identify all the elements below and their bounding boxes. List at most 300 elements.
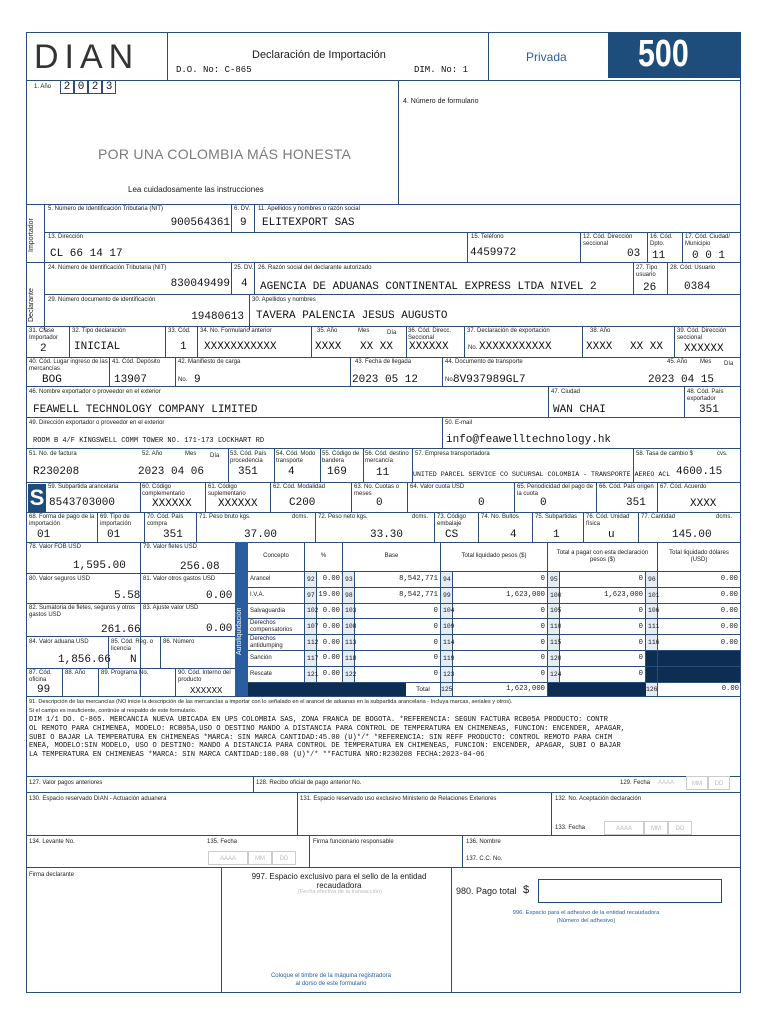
label-57: 57. Empresa transportadora [415,451,490,457]
value-33: 1 [180,341,187,353]
label-80: 80. Valor seguros USD [29,576,90,582]
liq-value: 0 [453,572,548,588]
value-73: CS [445,529,459,541]
value-37: XXXXXXXXXXX [479,341,552,353]
label-53: 53. Cód. País procedencia [230,451,267,464]
liq-value: 0 [560,651,646,667]
liq-value: 0.00 [317,604,343,620]
liq-field-number: 105 [548,604,560,620]
label-58: 58. Tasa de cambio $ [636,451,693,457]
label-mes-45: Mes [700,359,712,365]
liq-header-cell: Total a pagar con esta declaración pesos ($) [548,542,658,572]
value-35: XXXX [315,341,342,353]
label-130: 130. Espacio reservado DIAN - Actuación aduanera [29,796,167,802]
dian-logo [32,40,162,74]
description-lines [29,716,739,760]
liq-value: 0.00 [658,604,741,620]
stamp-note: Coloque el timbre de la máquina registradora al dorso de este formulario [270,973,392,987]
label-12: 12. Cód. Dirección seccional [583,234,633,247]
label-15: 15. Teléfono [471,234,504,240]
label-997b: (Fecha efectiva de la transacción) [298,889,382,895]
value-51: R230208 [33,466,80,478]
liq-value: 0.00 [317,667,343,683]
label-55: 55. Código de bandera [322,451,360,464]
slogan: POR UNA COLOMBIA MÁS HONESTA [98,146,352,162]
label-136: 136. Nombre [466,839,501,845]
label-63: 63. No. Cuotas o meses [354,484,400,497]
importer-seccional: 03 [627,248,641,260]
value-42: 9 [194,374,201,386]
liq-field-number: 111 [646,619,658,635]
liq-total-dark2 [548,683,646,696]
label-89: 89. Programa No. [101,670,149,676]
label-6: 6. DV. [234,206,251,212]
description-line: LA TEMPERATURA EN CHIMENEAS *MARCA: SIN MARCA CANTIDAD:100.00 (U)*/* **FACTURA NRO:R230208 FECHA:2023-04-06 [29,751,485,760]
label-78: 78. Valor FOB USD [29,544,81,550]
liq-field-number: 125 [441,683,453,696]
liq-concept: I.V.A. [248,588,305,604]
liq-header-cell: Total liquidado pesos ($) [441,542,548,572]
value-38: XXXX [586,341,613,353]
liq-total-value: 1,623,000 [453,683,548,696]
label-no-44: No. [445,377,455,383]
label-59: 59. Subpartida arancelaria [48,484,119,490]
label-cvs-58: cvs. [717,451,728,457]
liq-field-number: 95 [548,572,560,588]
label-17: 17. Cód. Ciudad/ Municipio [685,234,731,247]
liq-concept: Derechos antidumping [248,635,305,651]
do-number: D.O. No: C-865 [176,65,252,75]
importer-address: CL 66 14 17 [50,248,123,260]
label-funcionario: Firma funcionario responsable [313,839,394,845]
label-29: 29. Número documento de identificación [48,297,156,303]
label-49: 49. Dirección exportador o proveedor en el exterior [29,420,165,426]
value-81: 0.00 [206,590,233,602]
value-56: 11 [376,467,390,479]
liq-value: 0 [453,635,548,651]
liq-value: 0.00 [317,651,343,667]
liq-field-number: 118 [343,651,355,667]
liq-field-number: 103 [343,604,355,620]
liq-field-number: 123 [441,667,453,683]
declarant-user: 0384 [684,281,711,293]
label-25: 25. DV. [234,265,254,271]
label-16: 16. Cód. Dpto. [650,234,673,247]
liq-value: 8,542,771 [355,588,441,604]
value-61: XXXXXX [218,498,258,510]
label-46: 46. Nombre exportador o proveedor en el exterior [29,389,161,395]
instructions-text: Lea cuidadosamente las instrucciones [128,185,264,194]
liq-header-cell: Total liquidado dólares (USD) [658,542,741,572]
value-77: 145.00 [672,529,712,541]
label-32: 32. Tipo declaración [72,328,126,334]
label-81: 81. Valor otros gastos USD [143,576,216,582]
label-40: 40. Cód. Lugar ingreso de las mercancías [29,359,108,372]
value-44: 8V937989GL7 [453,374,526,386]
liq-field-number: 113 [343,635,355,651]
value-54: 4 [288,466,295,478]
label-mes-52: Mes [185,451,197,457]
value-53: 351 [238,466,258,478]
liq-value: 8,542,771 [355,572,441,588]
label-980: 980. Pago total [456,886,517,896]
label-54: 54. Cód. Modo transporte [276,451,316,464]
label-45: 45. Año [667,359,688,365]
value-48: 351 [699,404,719,416]
declarant-doc: 19480613 [191,311,244,323]
value-78: 1,595.00 [73,560,126,572]
label-997: 997. Espacio exclusivo para el sello de la entidad recaudadora [251,872,427,890]
label-91: 91. Descripción de las mercancías (NO inicie la descripción de las mercancías a importar con lo señalado en el arancel de aduanas en la subpartida arancelaria - Incluya marcas, seriales y otros). [29,699,513,705]
value-64: 0 [478,497,485,509]
liq-field-number: 104 [441,604,453,620]
label-996: 996. Espacio para el adhesivo de la entidad recaudadora [512,910,660,916]
total-payment-input[interactable] [538,879,722,903]
label-52: 52. Año [142,451,163,457]
label-74: 74. No. Bultos [481,514,519,520]
year-label: 1. Año [34,84,52,90]
liq-value: 0.00 [317,572,343,588]
liq-field-number: 121 [305,667,317,683]
date-dd: DD [272,851,296,865]
label-41: 41. Cód. Depósito [112,359,161,365]
date-yyyy: AAAA [604,821,644,835]
declarant-name: AGENCIA DE ADUANAS CONTINENTAL EXPRESS LTDA NIVEL 2 [260,281,597,293]
value-62: C200 [289,497,316,509]
liq-field-number: 112 [305,635,317,651]
value-52: 2023 04 06 [138,466,205,478]
date-133 [604,821,700,835]
date-129 [646,776,734,790]
label-50: 50. E-mail [445,420,473,426]
value-58: 4600.15 [676,466,723,478]
label-no-37: No. [468,345,478,351]
description-line: OL REMOTO PARA CHIMENEA, MODELO: RCB05A,USO O DESTINO MANDO A DISTANCIA PARA CONTROL DE TEMPERATURA EN CHIMENEAS, FUNCION: ENCENDER, APAGAR, [29,724,625,733]
date-mm: MM [644,821,668,835]
liq-field-number: 92 [305,572,317,588]
liq-total-label: Total [406,683,441,696]
liq-total-dark [248,683,406,696]
dim-number: DIM. No: 1 [414,65,469,75]
label-47: 47. Ciudad [551,389,581,395]
label-79: 79. Valor fletes USD [143,544,197,550]
declarant-side-label: Declarante [28,288,35,322]
year-digit: 2 [60,80,74,94]
label-87: 87. Cód. oficina [29,670,52,683]
label-no-42: No. [178,377,188,383]
liq-field-number: 94 [441,572,453,588]
value-70: 351 [163,529,183,541]
value-63: 0 [376,497,383,509]
importer-dv: 9 [240,217,247,229]
label-35: 35. Año [317,328,338,334]
description-line: DIM 1/1 DO. C-865. MERCANCIA NUEVA UBICADA EN UPS COLOMBIA SAS, ZONA FRANCA DE BOGOTA. *REFERENCIA: SEGUN FACTURA RCB05A PRODUCTO: CONTR [29,716,608,724]
liq-value: 0 [453,604,548,620]
declarant-nit: 830049499 [170,278,230,290]
label-128: 128. Recibo oficial de pago anterior No. [256,780,362,786]
liq-field-number: 117 [305,651,317,667]
importer-dpto: 11 [652,250,666,262]
liq-value: 0 [355,635,441,651]
label-71: 71. Peso bruto kgs. [199,514,251,520]
label-42: 42. Manifiesto de carga [178,359,241,365]
label-83: 83. Ajuste valor USD [143,605,199,611]
label-135: 135. Fecha [207,839,238,845]
liq-value: 0 [453,619,548,635]
label-84: 84. Valor aduana USD [29,639,89,645]
label-30: 30. Apellidos y nombres [252,297,316,303]
declarant-names: TAVERA PALENCIA JESUS AUGUSTO [256,310,448,322]
declarant-dv: 4 [241,278,248,290]
importer-phone: 4459972 [470,247,517,259]
label-88: 88. Año [65,670,86,676]
declaration-type: Privada [526,50,567,64]
liq-field-number: 97 [305,588,317,604]
liq-value: 0 [355,604,441,620]
liq-concept: Arancel [248,572,305,588]
liq-field-number: 96 [646,572,658,588]
date-dd: DD [708,776,730,790]
value-55: 169 [327,466,347,478]
label-66: 66. Cód. País origen [599,484,654,490]
currency-symbol: $ [523,884,530,896]
liq-field-number: 119 [441,651,453,667]
label-33: 33. Cód. [168,328,191,334]
liq-concept: Derechos compensatorios [248,619,305,635]
label-85: 85. Cód. Reg. o licencia [111,639,154,652]
liq-field-number [646,667,658,683]
value-79: 256.08 [180,561,220,573]
label-90: 90. Cód. Interno del producto [178,670,231,683]
liq-value [658,651,741,667]
label-firma-declarante: Firma declarante [29,872,75,878]
liq-field-number: 100 [548,588,560,604]
liq-value: 0 [560,604,646,620]
form-title: Declaración de Importación [252,49,386,61]
liq-field-number: 109 [441,619,453,635]
value-59: 8543703000 [49,497,116,509]
liq-header-cell: Concepto [248,542,305,572]
value-49: ROOM B 4/F KINGSWELL COMM TOWER NO. 171-173 LOCKHART RD [33,437,265,445]
liq-value: 0 [560,635,646,651]
label-31: 31. Clase Importador [29,328,59,341]
liq-field-number: 114 [441,635,453,651]
label-37: 37. Declaración de exportación [467,328,550,334]
liq-value [658,667,741,683]
value-80: 5.58 [114,590,141,602]
label-dcms-77: dcms. [716,514,733,520]
logo-text: DIAN [34,38,140,76]
label-91b: Si el campo es insuficiente, continúe al respaldo de este formulario. [29,708,197,714]
label-60: 60. Código complementario [142,484,185,497]
label-dia-45: Día [724,361,734,367]
liq-value: 19.00 [317,588,343,604]
label-27: 27. Tipo usuario [636,265,658,278]
liq-value: 0.00 [317,635,343,651]
label-70: 70. Cód. País compra [147,514,184,527]
date-yyyy: AAAA [208,851,248,865]
importer-nit: 900564361 [170,217,230,229]
value-75: 1 [553,529,560,541]
label-75: 75. Subpartidas [535,514,578,520]
label-77: 77. Cantidad [641,514,676,520]
label-11: 11. Apellidos y nombres o razón social [258,206,360,212]
label-69: 69. Tipo de importación [100,514,132,527]
label-38: 38. Año [590,328,611,334]
date-135 [208,851,304,865]
value-43: 2023 05 12 [352,374,419,386]
liq-field-number: 122 [343,667,355,683]
liq-header-cell: Base [343,542,441,572]
year-digit: 3 [102,80,116,94]
label-67: 67. Cód. Acuerdo [660,484,707,490]
liq-field-number: 115 [548,635,560,651]
label-68: 68. Forma de pago de la importación [29,514,95,527]
label-127: 127. Valor pagos anteriores [29,780,103,786]
value-68: 01 [37,529,51,541]
liq-field-number: 101 [646,588,658,604]
value-40: BOG [42,374,62,386]
label-dcms-71: dcms. [292,514,309,520]
label-44: 44. Documento de transporte [445,359,523,365]
value-32: INICIAL [74,341,121,353]
value-69: 01 [107,529,121,541]
form-number: 500 [638,33,689,75]
liq-value: 0.00 [317,619,343,635]
value-45: 2023 04 15 [648,374,715,386]
date-dd: DD [668,821,692,835]
value-85: N [130,654,137,666]
label-56: 56. Cód. destino mercancía [365,451,409,464]
label-137: 137. C.C. No. [466,856,503,862]
liq-field-number: 106 [646,604,658,620]
value-31: 2 [40,343,47,355]
label-73: 73. Código embalaje [437,514,467,527]
value-38-md: XX XX [630,341,664,353]
label-mes-31: Mes [358,328,370,334]
liq-field-number: 120 [548,651,560,667]
importer-name: ELITEXPORT SAS [262,217,355,229]
label-82: 82. Sumatoria de fletes, seguros y otros gastos USD [29,605,136,618]
value-82: 261.66 [101,624,141,636]
year-digit: 0 [74,80,88,94]
value-47: WAN CHAI [553,404,606,416]
liq-field-number: 124 [548,667,560,683]
liq-value: 0 [453,667,548,683]
value-65: 0 [540,497,547,509]
value-90: XXXXXX [190,686,223,696]
liq-value: 0.00 [658,572,741,588]
liq-field-number: 107 [305,619,317,635]
liq-value: 0 [560,572,646,588]
label-64: 64. Valor cuota USD [410,484,465,490]
label-dia-31: Día [387,330,397,336]
liq-value: 0 [560,667,646,683]
label-86: 86. Número [163,639,195,645]
liq-value: 0.00 [658,619,741,635]
liq-field-number: 99 [441,588,453,604]
label-43: 43. Fecha de llegada [355,359,412,365]
liq-field-number: 93 [343,572,355,588]
liq-field-number: 116 [646,635,658,651]
value-76: u [608,529,615,541]
liq-value: 0 [355,667,441,683]
date-mm: MM [248,851,272,865]
value-50: info@feawelltechnology.hk [446,434,612,446]
liq-field-number: 108 [343,619,355,635]
liq-concept: Rescate [248,667,305,683]
liq-field-number: 98 [343,588,355,604]
label-134: 134. Levante No. [29,839,75,845]
value-74: 4 [510,529,517,541]
liq-value: 1,623,000 [560,588,646,604]
label-996b: (Número del adhesivo) [556,918,616,924]
year-boxes [60,80,116,94]
declarant-tipo: 26 [643,282,657,294]
liq-value: 0 [355,651,441,667]
liq-value: 0 [355,619,441,635]
liq-field-number: 102 [305,604,317,620]
label-48: 48. Cód. País exportador [687,389,724,402]
description-line: ENEA, MODELO:SIN MODELO, USO O DESTINO: MANDO A DISTANCIA PARA CONTROL DE TEMPERATURA EN CHIMENEAS, FUNCION: ENCENDER, APAGAR, SUBI O BAJAR [29,742,621,751]
label-65: 65. Periodicidad del pago de la cuota [517,484,594,497]
value-84: 1,856.66 [58,654,111,666]
label-26: 26. Razón social del declarante autorizado [258,265,372,271]
value-34: XXXXXXXXXXX [204,341,277,353]
label-76: 76. Cód. Unidad física [586,514,630,527]
value-46: FEAWELL TECHNOLOGY COMPANY LIMITED [33,404,258,416]
label-39: 39. Cód. Dirección seccional [677,328,727,341]
liq-value: 0.00 [658,588,741,604]
label-131: 131. Espacio reservado uso exclusivo Ministerio de Relaciones Exteriores [300,796,497,802]
label-5: 5. Número de Identificación Tributaria (NIT) [48,206,164,212]
label-133: 133. Fecha [555,825,586,831]
description-line: SUBI O BAJAR LA TEMPERATURA EN CHIMENEAS *MARCA: SIN MARCA CANTIDAD:45.00 (U)*/* *REFERENCIA: SIN REFF PRODUCTO: CONTROL REMOTO PARA CHIM [29,733,613,742]
form-number-label: 4. Número de formulario [403,98,479,105]
value-66: 351 [626,497,646,509]
year-digit: 2 [88,80,102,94]
label-dia-52: Día [210,453,220,459]
value-67: XXXX [690,498,717,510]
date-mm: MM [686,776,708,790]
autoliquidacion-label: Autoliquidación [236,607,243,655]
value-71: 37.00 [244,529,278,541]
label-36: 36. Cód. Direcc. Seccional [408,328,452,341]
value-83: 0.00 [206,623,233,635]
value-39: XXXXXX [684,343,724,355]
label-34: 34. No. Formulario anterior [200,328,272,334]
liq-value: 1,623,000 [453,588,548,604]
value-60: XXXXXX [152,498,192,510]
liq-field-number: 110 [548,619,560,635]
label-dcms-72: dcms. [412,514,429,520]
value-87: 99 [37,684,51,696]
value-36: XXXXXX [409,341,449,353]
s-letter: S [29,485,45,510]
importer-ciudad: 0 0 1 [692,250,726,262]
date-yyyy: AAAA [657,780,674,786]
label-28: 28. Cód. Usuario [670,265,716,271]
liq-value: 0.00 [658,635,741,651]
liq-field-number [646,651,658,667]
label-72: 72. Peso neto kgs. [318,514,368,520]
label-62: 62. Cód. Modalidad [273,484,326,490]
liq-field-number: 126 [646,683,658,696]
liq-value: 0 [453,651,548,667]
label-132: 132. No. Aceptación declaración [555,796,642,802]
importer-side-label: Importador [28,218,35,252]
liq-value: 0 [560,619,646,635]
